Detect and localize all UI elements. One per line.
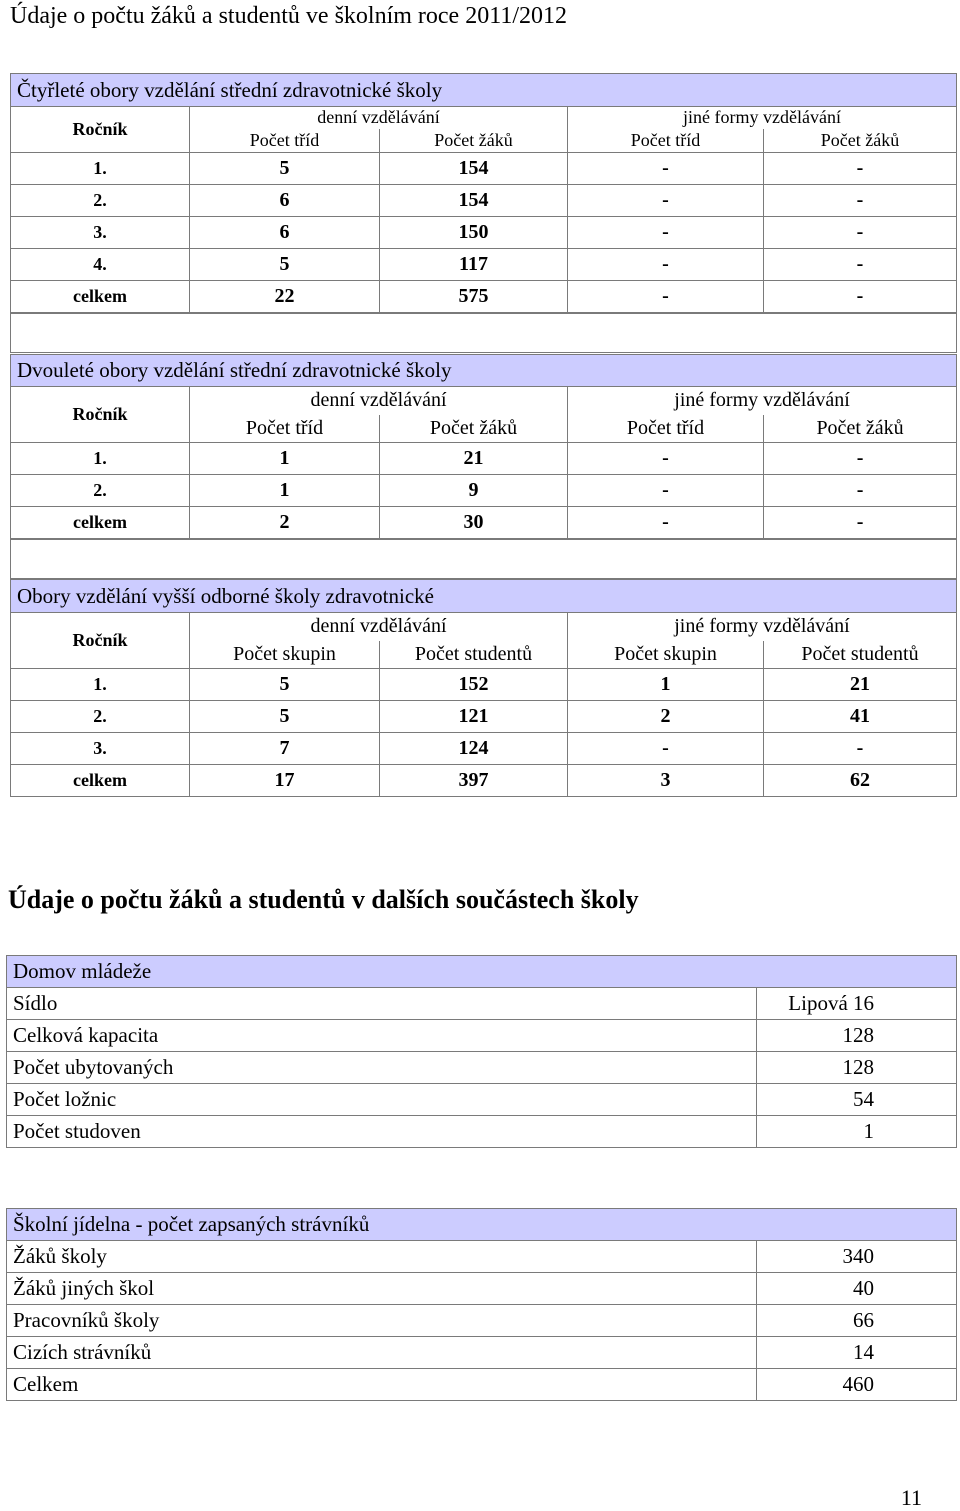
- page-title: Údaje o počtu žáků a studentů ve školním roce 2011/2012: [10, 3, 567, 29]
- table-row: [7, 1305, 957, 1337]
- header-col4: Počet žáků: [764, 415, 957, 443]
- header-col4: Počet studentů: [764, 641, 957, 669]
- header-jine: jiné formy vzdělávání: [568, 387, 957, 415]
- cell: -: [568, 281, 764, 314]
- spacer-row: [11, 313, 957, 353]
- section-title: Údaje o počtu žáků a studentů v dalších součástech školy: [8, 885, 639, 914]
- cell: -: [568, 507, 764, 540]
- row-label: Počet ubytovaných: [7, 1052, 757, 1084]
- cell: 62: [764, 765, 957, 797]
- header-col3: Počet tříd: [568, 129, 764, 153]
- row-value: 14: [757, 1337, 957, 1369]
- cell: 17: [190, 765, 380, 797]
- header-rocnik: Ročník: [11, 107, 190, 153]
- spacer-row: [11, 539, 957, 579]
- table-row-total: [11, 765, 957, 797]
- cell: -: [764, 153, 957, 185]
- row-value: 54: [757, 1084, 957, 1116]
- table-row: [11, 733, 957, 765]
- cell-rocnik: 3.: [11, 733, 190, 765]
- row-value: 1: [757, 1116, 957, 1148]
- cell: 152: [380, 669, 568, 701]
- table-row: [7, 1052, 957, 1084]
- row-label: Žáků školy: [7, 1241, 757, 1273]
- cell: 124: [380, 733, 568, 765]
- cell: 21: [380, 443, 568, 475]
- table-row-total: [11, 281, 957, 314]
- header-col3: Počet skupin: [568, 641, 764, 669]
- table-row: [11, 185, 957, 217]
- cell: -: [568, 475, 764, 507]
- table-row: [11, 669, 957, 701]
- table-row: [7, 1369, 957, 1401]
- table-row-total: [11, 507, 957, 540]
- table-row: [11, 153, 957, 185]
- table-row: [11, 475, 957, 507]
- cell: 154: [380, 185, 568, 217]
- cell: -: [568, 249, 764, 281]
- header-rocnik: Ročník: [11, 387, 190, 443]
- row-label: Celkem: [7, 1369, 757, 1401]
- table-row: [7, 1020, 957, 1052]
- cell-rocnik: 2.: [11, 701, 190, 733]
- cell: -: [568, 733, 764, 765]
- cell: -: [764, 185, 957, 217]
- cell: -: [568, 443, 764, 475]
- row-value: 66: [757, 1305, 957, 1337]
- table-title: Čtyřleté obory vzdělání střední zdravotnické školy: [11, 74, 957, 107]
- cell: 150: [380, 217, 568, 249]
- header-denni: denní vzdělávání: [190, 107, 568, 129]
- row-value: 340: [757, 1241, 957, 1273]
- cell: 154: [380, 153, 568, 185]
- cell: 41: [764, 701, 957, 733]
- cell-rocnik: 1.: [11, 443, 190, 475]
- table-row: [7, 988, 957, 1020]
- table-row: [7, 1116, 957, 1148]
- cell: -: [764, 507, 957, 540]
- row-value: 460: [757, 1369, 957, 1401]
- cell: 5: [190, 701, 380, 733]
- cell-rocnik: 2.: [11, 185, 190, 217]
- header-col2: Počet žáků: [380, 415, 568, 443]
- header-col2: Počet studentů: [380, 641, 568, 669]
- cell: 1: [190, 475, 380, 507]
- header-col1: Počet tříd: [190, 129, 380, 153]
- table-vos-programs: [10, 579, 957, 797]
- header-denni: denní vzdělávání: [190, 387, 568, 415]
- cell: 121: [380, 701, 568, 733]
- row-value: Lipová 16: [757, 988, 957, 1020]
- header-jine: jiné formy vzdělávání: [568, 107, 957, 129]
- cell: 9: [380, 475, 568, 507]
- cell: 1: [190, 443, 380, 475]
- header-col3: Počet tříd: [568, 415, 764, 443]
- cell: -: [764, 443, 957, 475]
- row-value: 128: [757, 1052, 957, 1084]
- table-row: [11, 701, 957, 733]
- cell: 3: [568, 765, 764, 797]
- cell: 5: [190, 153, 380, 185]
- table-row: [11, 249, 957, 281]
- cell: 5: [190, 249, 380, 281]
- cell-rocnik: 3.: [11, 217, 190, 249]
- cell: -: [764, 733, 957, 765]
- cell-rocnik: 2.: [11, 475, 190, 507]
- table-row: [11, 443, 957, 475]
- cell: 22: [190, 281, 380, 314]
- table-skolni-jidelna: [6, 1208, 957, 1401]
- table-title: Dvouleté obory vzdělání střední zdravotnické školy: [11, 355, 957, 387]
- cell: -: [568, 153, 764, 185]
- page-number: 11: [900, 1485, 922, 1510]
- cell: 5: [190, 669, 380, 701]
- cell-rocnik: 1.: [11, 669, 190, 701]
- table-row: [7, 1241, 957, 1273]
- header-col2: Počet žáků: [380, 129, 568, 153]
- cell: 7: [190, 733, 380, 765]
- table-row: [7, 1084, 957, 1116]
- cell: 2: [568, 701, 764, 733]
- cell: -: [568, 217, 764, 249]
- table-row: [11, 217, 957, 249]
- cell-rocnik: celkem: [11, 765, 190, 797]
- cell: -: [764, 249, 957, 281]
- cell: 117: [380, 249, 568, 281]
- cell-rocnik: celkem: [11, 507, 190, 540]
- cell: -: [568, 185, 764, 217]
- cell: 21: [764, 669, 957, 701]
- row-label: Pracovníků školy: [7, 1305, 757, 1337]
- cell: 1: [568, 669, 764, 701]
- cell: 30: [380, 507, 568, 540]
- cell-rocnik: 1.: [11, 153, 190, 185]
- cell-rocnik: celkem: [11, 281, 190, 314]
- header-jine: jiné formy vzdělávání: [568, 613, 957, 641]
- row-label: Sídlo: [7, 988, 757, 1020]
- row-value: 40: [757, 1273, 957, 1305]
- table-four-year-programs: [10, 73, 957, 353]
- cell-rocnik: 4.: [11, 249, 190, 281]
- row-label: Cizích strávníků: [7, 1337, 757, 1369]
- table-title: Školní jídelna - počet zapsaných strávníků: [7, 1209, 957, 1241]
- row-label: Žáků jiných škol: [7, 1273, 757, 1305]
- cell: 2: [190, 507, 380, 540]
- row-label: Počet studoven: [7, 1116, 757, 1148]
- row-label: Počet ložnic: [7, 1084, 757, 1116]
- cell: -: [764, 281, 957, 314]
- table-row: [7, 1337, 957, 1369]
- row-label: Celková kapacita: [7, 1020, 757, 1052]
- header-denni: denní vzdělávání: [190, 613, 568, 641]
- table-two-year-programs: [10, 354, 957, 579]
- cell: 6: [190, 185, 380, 217]
- row-value: 128: [757, 1020, 957, 1052]
- cell: -: [764, 217, 957, 249]
- table-title: Domov mládeže: [7, 956, 957, 988]
- cell: 397: [380, 765, 568, 797]
- header-col1: Počet tříd: [190, 415, 380, 443]
- header-col1: Počet skupin: [190, 641, 380, 669]
- header-col4: Počet žáků: [764, 129, 957, 153]
- cell: -: [764, 475, 957, 507]
- header-rocnik: Ročník: [11, 613, 190, 669]
- table-row: [7, 1273, 957, 1305]
- table-title: Obory vzdělání vyšší odborné školy zdravotnické: [11, 580, 957, 613]
- cell: 6: [190, 217, 380, 249]
- table-domov-mladeze: [6, 955, 957, 1148]
- cell: 575: [380, 281, 568, 314]
